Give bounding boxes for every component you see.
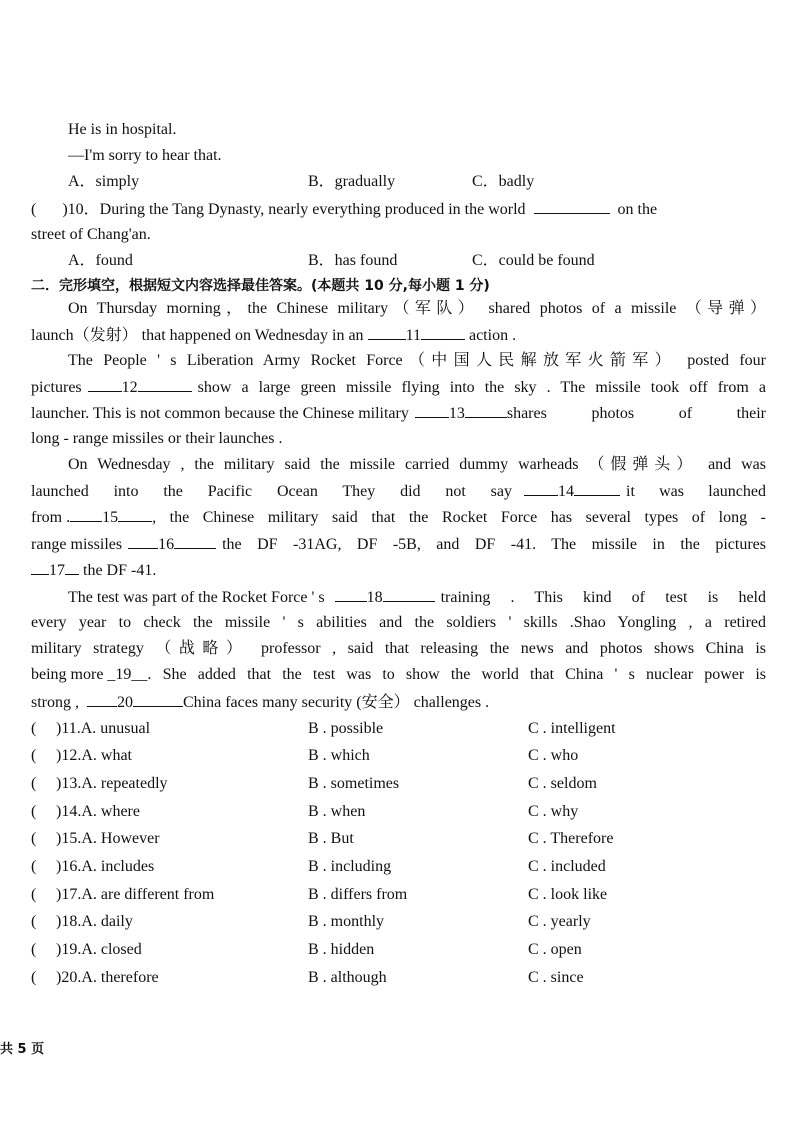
- q10-option-c: C．could be found: [472, 252, 595, 269]
- passage-text: The test was part of the Rocket Force ' s: [68, 589, 325, 606]
- answer-paren: (: [31, 913, 37, 930]
- q10-stem-end: on the: [617, 201, 658, 218]
- blank-number: 18: [366, 589, 383, 606]
- question-option-a: )14.A. where: [56, 803, 140, 820]
- passage-line: [31, 534, 766, 555]
- passage-text: China faces many security (安全） challenges .: [183, 694, 490, 711]
- answer-paren: (: [31, 941, 37, 958]
- blank-number: 16: [158, 536, 175, 553]
- blank-number: 13: [448, 405, 465, 422]
- question-option-b: B . which: [308, 747, 370, 764]
- passage-line: [31, 665, 766, 685]
- passage-text: __. She added that the test was to show the world that China ' s nuclear power is: [131, 666, 766, 683]
- question-option-c: C . intelligent: [528, 720, 616, 737]
- blank-line: [133, 692, 183, 707]
- blank-line: [465, 403, 507, 418]
- q9-option-a: A．simply: [68, 173, 140, 190]
- blank-number: 19: [115, 666, 132, 683]
- blank-line: [118, 507, 152, 522]
- question-option-b: B . But: [308, 830, 354, 847]
- passage-text: from .: [31, 509, 71, 526]
- q10-option-a: A．found: [68, 252, 133, 269]
- passage-text: launched into the Pacific Ocean They did not say: [31, 483, 512, 500]
- question-option-b: B . hidden: [308, 941, 375, 958]
- q10-stem-continued: street of Chang'an.: [31, 226, 151, 243]
- question-option-a: )16.A. includes: [56, 858, 155, 875]
- question-option-c: C . who: [528, 747, 579, 764]
- question-option-b: B . although: [308, 969, 387, 986]
- blank-number: 12: [121, 379, 138, 396]
- passage-text: the DF -41.: [83, 562, 157, 579]
- passage-text: launch（发射） that happened on Wednesday in an: [31, 327, 364, 344]
- passage-text: pictures: [31, 379, 82, 396]
- passage-line: [31, 377, 766, 398]
- passage-text: the DF -31AG, DF -5B, and DF -41. The missile in the pictures: [222, 536, 766, 553]
- dialogue-line-2: —I'm sorry to hear that.: [68, 147, 222, 164]
- q10-stem: [31, 199, 766, 220]
- passage-line: [31, 481, 766, 502]
- blank-line: [31, 560, 49, 575]
- passage-line: On Wednesday , the military said the missile carried dummy warheads （假弹头） and was: [68, 456, 766, 473]
- passage-text: launcher. This is not common because the Chinese military: [31, 405, 409, 422]
- blank-line: [415, 403, 449, 418]
- passage-line: [31, 325, 516, 346]
- answer-paren: (: [31, 775, 37, 792]
- blank-number: 11: [405, 327, 421, 344]
- blank-number: 20: [117, 694, 133, 711]
- question-option-c: C . why: [528, 803, 579, 820]
- blank-line: [574, 481, 620, 496]
- blank-line: [128, 534, 158, 549]
- passage-line: [31, 692, 489, 713]
- passage-text: it was launched: [626, 483, 766, 500]
- question-option-a: )11.A. unusual: [56, 720, 151, 737]
- question-option-a: )19.A. closed: [56, 941, 142, 958]
- blank-line: [87, 692, 117, 707]
- question-option-c: C . since: [528, 969, 584, 986]
- blank-line: [88, 377, 122, 392]
- q9-option-c: C．badly: [472, 173, 535, 190]
- q9-option-b: B．gradually: [308, 173, 396, 190]
- question-option-a: )15.A. However: [56, 830, 160, 847]
- question-option-c: C . Therefore: [528, 830, 614, 847]
- question-option-c: C . yearly: [528, 913, 591, 930]
- blank-line: [70, 507, 102, 522]
- dialogue-line-1: He is in hospital.: [68, 121, 177, 138]
- answer-paren: (: [31, 830, 37, 847]
- question-option-c: C . included: [528, 858, 606, 875]
- answer-paren: (: [31, 969, 37, 986]
- passage-line: long - range missiles or their launches .: [31, 430, 283, 447]
- blank-line: [524, 481, 558, 496]
- question-option-a: )13.A. repeatedly: [56, 775, 168, 792]
- question-option-a: )18.A. daily: [56, 913, 133, 930]
- q10-stem-text: )10．During the Tang Dynasty, nearly everything produced in the world: [62, 201, 526, 218]
- blank-line: [65, 560, 79, 575]
- question-option-a: )20.A. therefore: [56, 969, 159, 986]
- passage-line: [31, 560, 156, 581]
- question-option-b: B . monthly: [308, 913, 385, 930]
- answer-paren: (: [31, 886, 37, 903]
- page-count-footer: 共 5 页: [0, 1042, 45, 1057]
- passage-line: [31, 507, 766, 528]
- answer-paren: (: [31, 803, 37, 820]
- passage-line: [68, 587, 766, 608]
- question-option-a: )12.A. what: [56, 747, 132, 764]
- passage-line: On Thursday morning，the Chinese military（军队） shared photos of a missile （导弹）: [68, 300, 766, 317]
- blank-line: [368, 325, 406, 340]
- passage-text: training . This kind of test is held: [440, 589, 766, 606]
- blank-line: [383, 587, 435, 602]
- passage-text: being more _: [31, 666, 116, 683]
- question-option-b: B . sometimes: [308, 775, 400, 792]
- passage-line: The People ' s Liberation Army Rocket Force（中国人民解放军火箭军） posted four: [68, 352, 766, 369]
- q10-blank: [534, 199, 610, 214]
- passage-line: military strategy （战略） professor , said that releasing the news and photos shows China is: [31, 640, 766, 657]
- blank-line: [421, 325, 465, 340]
- q10-option-b: B．has found: [308, 252, 398, 269]
- blank-line: [174, 534, 216, 549]
- passage-line: every year to check the missile ' s abilities and the soldiers ' skills .Shao Yongling , a retired: [31, 614, 766, 631]
- blank-number: 14: [558, 483, 574, 500]
- question-option-b: B . when: [308, 803, 366, 820]
- passage-text: show a large green missile flying into the sky . The missile took off from a: [197, 379, 766, 396]
- question-option-a: )17.A. are different from: [56, 886, 215, 903]
- blank-number: 17: [49, 562, 65, 579]
- passage-text: shares photos of their: [506, 405, 766, 422]
- answer-paren: (: [31, 858, 37, 875]
- passage-text: action .: [468, 327, 517, 344]
- blank-line: [335, 587, 367, 602]
- blank-line: [138, 377, 192, 392]
- question-option-b: B . differs from: [308, 886, 408, 903]
- answer-paren: (: [31, 747, 37, 764]
- passage-text: range missiles: [31, 536, 123, 553]
- q10-answer-paren: (: [31, 201, 37, 218]
- answer-paren: (: [31, 720, 37, 737]
- section-heading: 二．完形填空，根据短文内容选择最佳答案。(本题共 10 分,每小题 1 分): [31, 278, 490, 294]
- passage-line: [31, 403, 766, 424]
- passage-text: , the Chinese military said that the Rocket Force has several types of long -: [152, 509, 766, 526]
- question-option-c: C . open: [528, 941, 582, 958]
- question-option-b: B . possible: [308, 720, 384, 737]
- question-option-c: C . seldom: [528, 775, 597, 792]
- blank-number: 15: [102, 509, 119, 526]
- question-option-b: B . including: [308, 858, 392, 875]
- question-option-c: C . look like: [528, 886, 608, 903]
- passage-text: strong ,: [31, 694, 79, 711]
